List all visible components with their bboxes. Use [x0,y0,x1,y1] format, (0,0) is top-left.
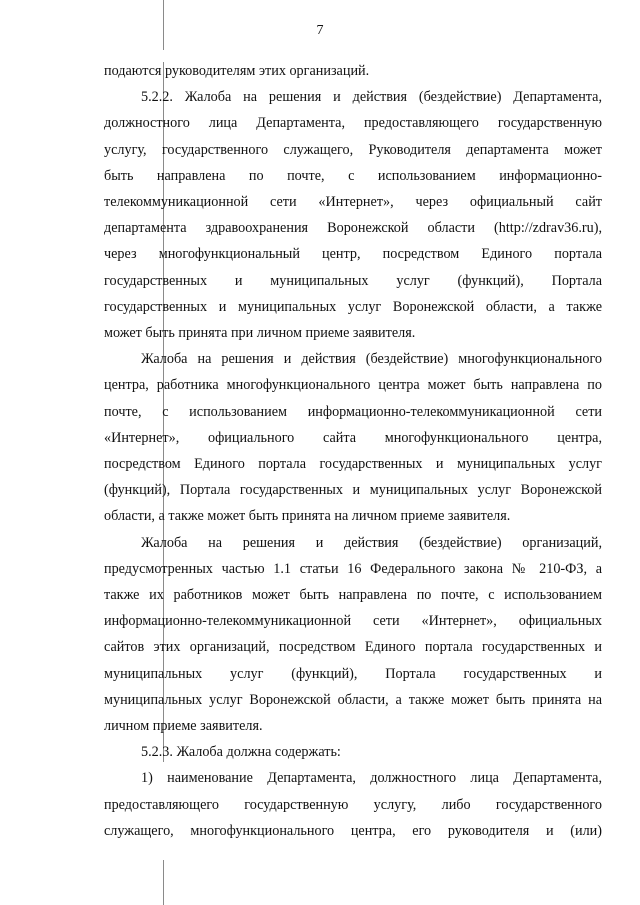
text-line: муниципальных услуг Воронежской области, а также может быть принята на [104,691,602,708]
text-line: служащего, многофункционального центра, его руководителя и (или) [104,822,602,839]
text-line: предоставляющего государственную услугу, либо государственного [104,796,602,813]
text-line: государственных и муниципальных услуг (функций), Портала [104,272,602,289]
text-line: департамента здравоохранения Воронежской области (http://zdrav36.ru), [104,220,602,237]
text-line: информационно-телекоммуникационной сети «Интернет», официальных [104,613,602,630]
document-body [104,58,602,844]
scan-margin-line-bottom [163,860,164,905]
text-line: 5.2.3. Жалоба должна содержать: [141,744,341,761]
text-line: 5.2.2. Жалоба на решения и действия (бездействие) Департамента, [141,89,602,106]
text-line: телекоммуникационной сети «Интернет», через официальный сайт [104,194,602,211]
text-line: может быть принята при личном приеме заявителя. [104,325,416,342]
text-line: посредством Единого портала государственных и муниципальных услуг [104,456,602,473]
text-line: должностного лица Департамента, предоставляющего государственную [104,115,602,132]
text-line: муниципальных услуг (функций), Портала государственных и [104,665,602,682]
text-line: Жалоба на решения и действия (бездействие) организаций, [141,534,602,551]
page-number: 7 [316,23,324,38]
text-line: государственных и муниципальных услуг Воронежской области, а также [104,298,602,315]
text-line: Жалоба на решения и действия (бездействие) многофункционального [141,351,602,368]
text-line: 1) наименование Департамента, должностного лица Департамента, [141,770,602,787]
text-line: подаются руководителям этих организаций. [104,63,370,79]
text-line: через многофункциональный центр, посредством Единого портала [104,246,602,263]
text-line: центра, работника многофункционального центра может быть направлена по [104,377,602,394]
text-line: сайтов этих организаций, посредством Единого портала государственных и [104,639,602,656]
text-line: (функций), Портала государственных и муниципальных услуг Воронежской [104,482,602,499]
text-line: быть направлена по почте, с использованием информационно- [104,167,602,184]
text-line: личном приеме заявителя. [104,718,263,735]
text-line: также их работников может быть направлена по почте, с использованием [104,587,602,604]
text-line: почте, с использованием информационно-телекоммуникационной сети [104,403,602,420]
text-line: услугу, государственного служащего, Руководителя департамента может [104,141,602,158]
text-line: «Интернет», официального сайта многофункционального центра, [104,429,602,446]
text-line: предусмотренных частью 1.1 статьи 16 Федерального закона № 210-ФЗ, а [104,560,602,577]
text-line: области, а также может быть принята на личном приеме заявителя. [104,508,511,525]
